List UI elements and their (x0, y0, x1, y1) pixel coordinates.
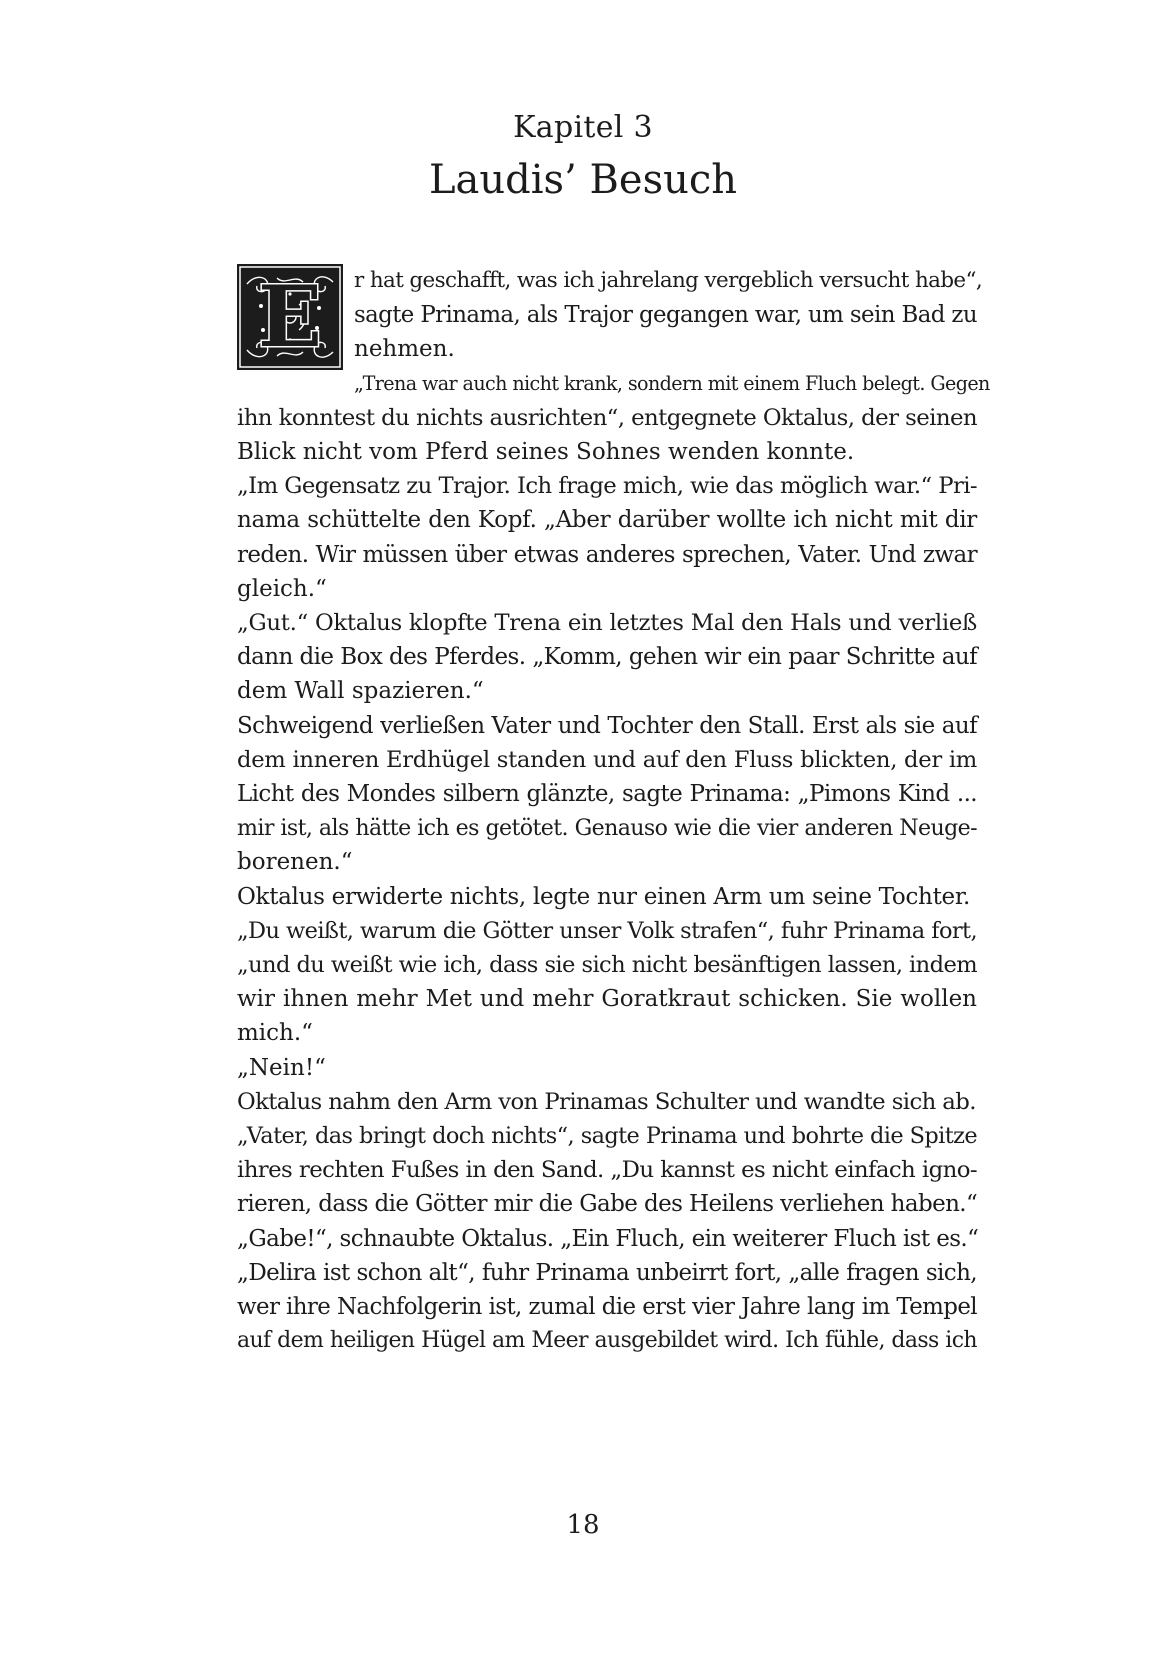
text-line: gleich.“ (237, 575, 327, 602)
ornamental-initial-icon (237, 264, 343, 370)
text-line: „Trena war auch nicht krank, sondern mit einem Fluch belegt. Gegen (354, 371, 990, 395)
text-line: wir ihnen mehr Met und mehr Goratkraut schicken. Sie wollen (237, 986, 977, 1013)
text-line: dem Wall spazieren.“ (237, 678, 484, 705)
text-line: sagte Prinama, als Trajor gegangen war, um sein Bad zu (354, 302, 977, 329)
text-line: „Gabe!“, schnaubte Oktalus. „Ein Fluch, ein weiterer Fluch ist es.“ (237, 1225, 979, 1252)
text-line: mich.“ (237, 1020, 313, 1047)
text-line: „Im Gegensatz zu Trajor. Ich frage mich, wie das möglich war.“ Pri- (237, 473, 977, 500)
text-line: „und du weißt wie ich, dass sie sich nicht besänftigen lassen, indem (237, 952, 977, 979)
text-line: „Gut.“ Oktalus klopfte Trena ein letztes Mal den Hals und verließ (237, 610, 977, 637)
text-line: r hat geschafft, was ich jahrelang vergeblich versucht habe“, (354, 268, 983, 293)
text-line: Oktalus nahm den Arm von Prinamas Schulter und wandte sich ab. (237, 1088, 976, 1115)
text-line: „Nein!“ (237, 1054, 326, 1081)
text-line: „Du weißt, warum die Götter unser Volk strafen“, fuhr Prinama fort, (237, 917, 977, 944)
text-line: wer ihre Nachfolgerin ist, zumal die erst vier Jahre lang im Tempel (237, 1294, 977, 1321)
text-line: auf dem heiligen Hügel am Meer ausgebildet wird. Ich fühle, dass ich (237, 1328, 977, 1354)
body-text (237, 264, 990, 1359)
chapter-heading (0, 108, 1166, 208)
page-number: 18 (566, 1510, 600, 1540)
text-line: nehmen. (354, 336, 455, 363)
drop-cap-letter: E (257, 267, 323, 366)
first-paragraph (237, 264, 983, 367)
chapter-title: Laudis’ Besuch (428, 157, 738, 203)
text-line: dem inneren Erdhügel standen und auf den Fluss blickten, der im (237, 746, 977, 773)
text-line: Licht des Mondes silbern glänzte, sagte Prinama: „Pimons Kind ... (237, 781, 977, 808)
text-line: Schweigend verließen Vater und Tochter den Stall. Erst als sie auf (237, 712, 977, 739)
text-line: Blick nicht vom Pferd seines Sohnes wenden konnte. (237, 439, 855, 466)
text-line: rieren, dass die Götter mir die Gabe des Heilens verliehen haben.“ (237, 1191, 978, 1218)
text-line: nama schüttelte den Kopf. „Aber darüber wollte ich nicht mit dir (237, 507, 977, 534)
text-line: reden. Wir müssen über etwas anderes sprechen, Vater. Und zwar (237, 541, 977, 568)
text-line: Oktalus erwiderte nichts, legte nur einen Arm um seine Tochter. (237, 883, 971, 910)
text-line: dann die Box des Pferdes. „Komm, gehen wir ein paar Schritte auf (237, 644, 977, 671)
text-line: „Delira ist schon alt“, fuhr Prinama unbeirrt fort, „alle fragen sich, (237, 1259, 977, 1286)
chapter-number: Kapitel 3 (513, 110, 653, 145)
text-line: ihres rechten Fußes in den Sand. „Du kannst es nicht einfach igno- (237, 1157, 977, 1184)
text-line: ihn konntest du nichts ausrichten“, entgegnete Oktalus, der seinen (237, 404, 977, 431)
text-line: mir ist, als hätte ich es getötet. Genauso wie die vier anderen Neuge- (237, 815, 977, 842)
text-line: „Vater, das bringt doch nichts“, sagte Prinama und bohrte die Spitze (237, 1123, 977, 1150)
text-line: borenen.“ (237, 849, 353, 876)
